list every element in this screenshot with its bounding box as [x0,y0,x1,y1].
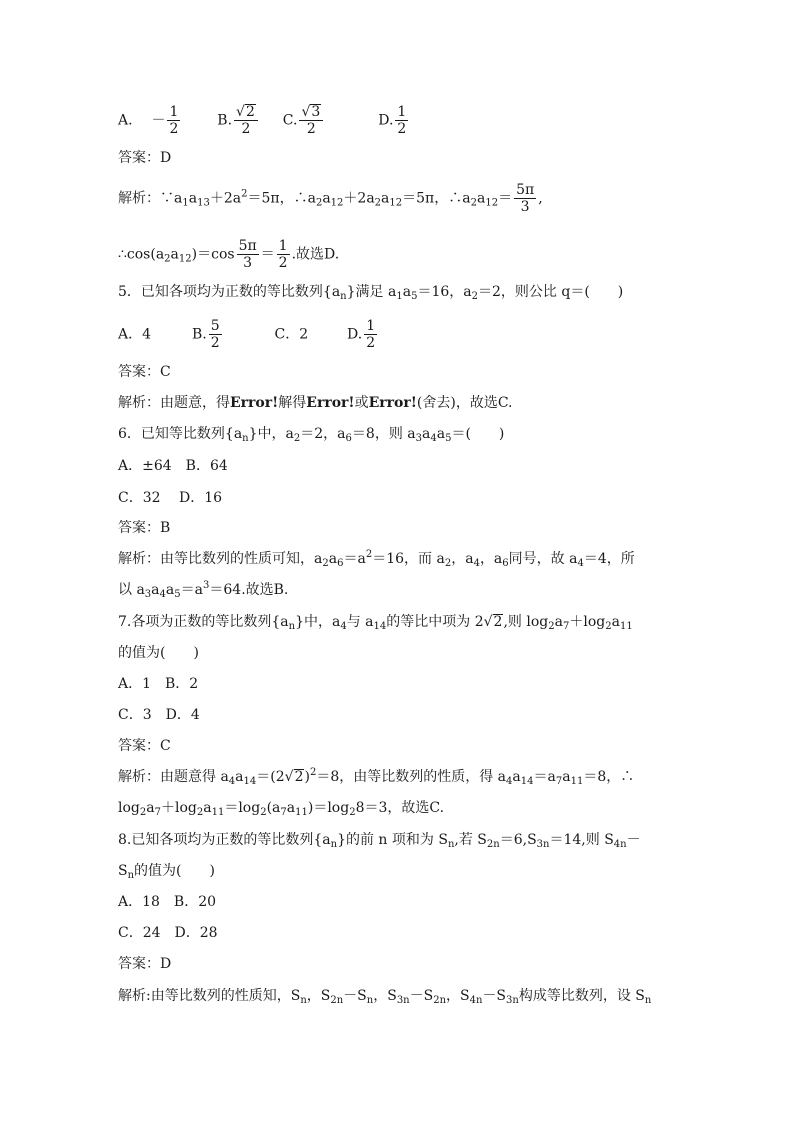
q6-options-row2: C．32 D．16 [118,490,223,506]
fraction: $\frac{1}{2}$ [397,104,407,137]
q7-options-row2: C．3 D．4 [118,707,200,723]
q8-stem-line1: 8.已知各项均为正数的等比数列$\{a_n\}$的前 n 项和为 $S_n$,若 $S_{2n}=6,S_{3n}=14$,则 $S_{4n}-$ [118,832,641,850]
fraction: $\frac{5\pi}{3}$ [516,182,535,215]
q6-options-row1: A．±64 B．64 [118,458,228,474]
q7-options-row1: A．1 B．2 [118,676,199,692]
q7-analysis-line1: 解析：由题意得 $a_4a_{14}=(2√2)^2=8$，由等比数列的性质，得 $a_4a_{14}=a_7a_{11}=8$，∴ [118,767,635,787]
q7-stem-line1: 7.各项为正数的等比数列$\{a_n\}$中，$a_4$与 $a_{14}$的等比中项为 2√2,则 $\log_2a_7+\log_2a_{11}$ [118,614,633,632]
q5-stem: 5．已知各项均为正数的等比数列$\{a_n\}$满足 $a_1a_5=16$，$a_2=2$，则公比 q＝( ) [118,284,624,302]
q5-options: A．4 B. $\frac{5}{2}$ C．2 D. $\frac{1}{2}$ [118,318,376,351]
fraction: $\frac{5\pi}{3}$ [238,238,257,271]
fraction: $\frac{1}{2}$ [278,238,288,271]
q8-analysis: 解析:由等比数列的性质知，$S_n$，$S_{2n}-S_n$，$S_{3n}-S_{2n}$，$S_{4n}-S_{3n}$构成等比数列，设 $S_n$ [118,988,652,1006]
q5-analysis: 解析：由题意，得Error!解得Error!或Error!(舍去)，故选C. [118,395,513,411]
q7-stem-line2: 的值为( ) [118,645,199,661]
q8-options-row1: A．18 B．20 [118,894,217,910]
q6-answer: 答案：B [118,520,171,536]
q6-analysis-line2: 以 $a_3a_4a_5=a^3=64$.故选B. [118,580,289,600]
q4-analysis-line1: 解析：$\because a_1a_{13}+2a^2=5\pi$，$\therefore a_2a_{12}+2a_2a_{12}=5\pi$，$\therefore a_2a_{12}=$ $\frac{5\pi}{3}$ , [118,182,543,215]
q6-stem: 6．已知等比数列$\{a_n\}$中，$a_2=2$，$a_6=8$，则 $a_3a_4a_5=$( ) [118,426,505,444]
q4-options: A. － $\frac{1}{2}$ B. $\frac{√2}{2}$ C. $\frac{√3}{2}$ D. $\frac{1}{2}$ [118,104,407,137]
q6-analysis-line1: 解析：由等比数列的性质可知，$a_2a_6=a^2=16$，而 $a_2$，$a_4$，$a_6$同号，故 $a_4=4$，所 [118,549,635,569]
q7-answer: 答案：C [118,738,171,754]
fraction: $\frac{1}{2}$ [366,318,376,351]
q4-answer: 答案：D [118,150,172,166]
q5-answer: 答案：C [118,364,171,380]
q8-stem-line2: $S_n$的值为( ) [118,863,215,881]
q4-analysis-line2: $\therefore\cos(a_2a_{12})=\cos$ $\frac{5\pi}{3}$ ＝ $\frac{1}{2}$ .故选D. [118,238,340,271]
q8-answer: 答案：D [118,956,172,972]
fraction: $\frac{√2}{2}$ [234,104,258,137]
fraction: $\frac{5}{2}$ [210,318,220,351]
fraction: $\frac{√3}{2}$ [299,104,323,137]
fraction: $\frac{1}{2}$ [169,104,179,137]
q8-options-row2: C．24 D．28 [118,925,218,941]
q7-analysis-line2: $\log_2a_7+\log_2a_{11}=\log_2(a_7a_{11})=\log_28=3$，故选C. [118,800,445,818]
